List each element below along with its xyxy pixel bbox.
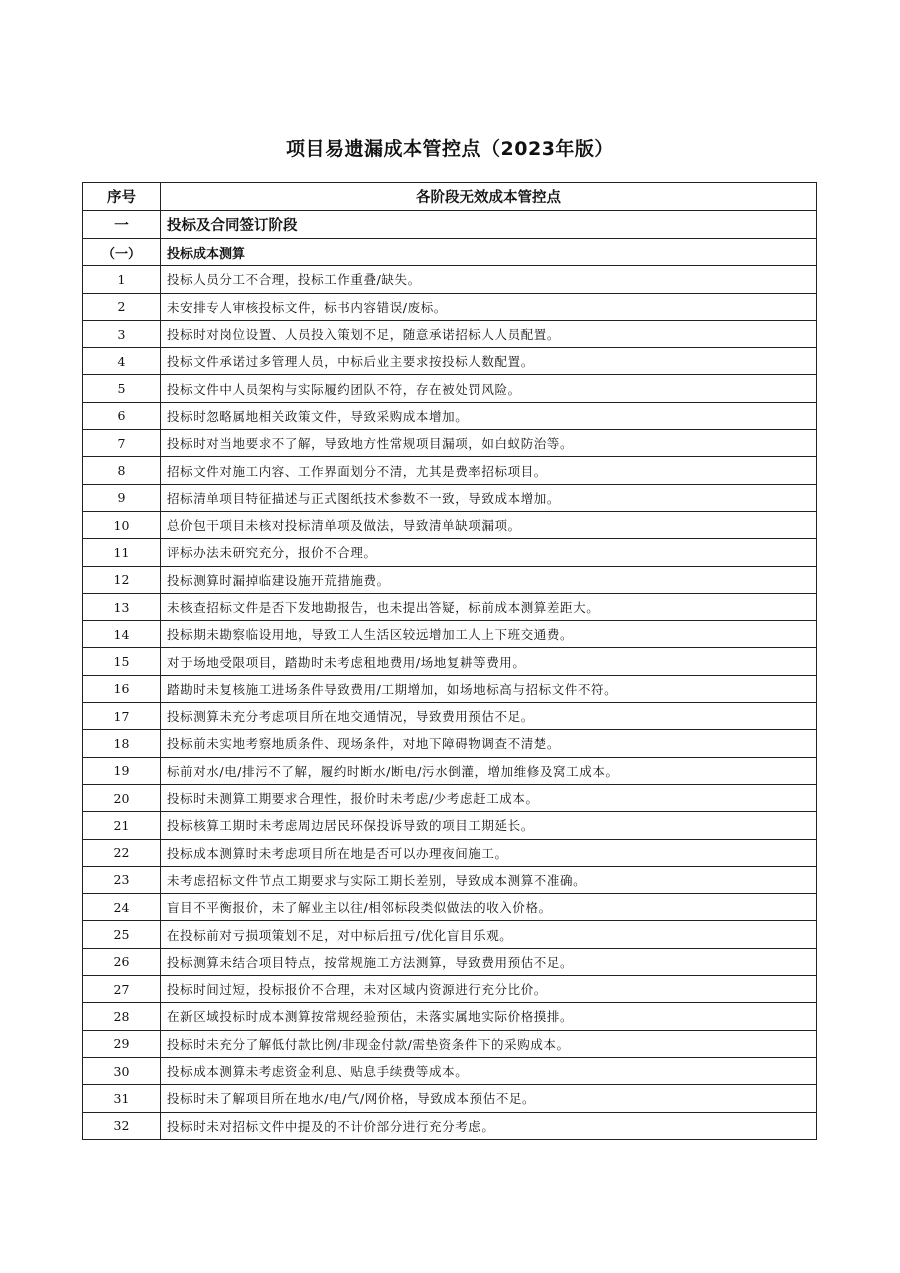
table-row: [83, 648, 817, 675]
table-row: [83, 866, 817, 893]
row-number: 29: [83, 1030, 161, 1057]
row-number: 26: [83, 948, 161, 975]
row-number: 22: [83, 839, 161, 866]
section-row: [83, 239, 817, 266]
table-row: [83, 484, 817, 511]
row-number: 5: [83, 375, 161, 402]
table-row: [83, 894, 817, 921]
table-row: [83, 402, 817, 429]
row-number: 6: [83, 402, 161, 429]
table-row: [83, 1112, 817, 1139]
row-number: 8: [83, 457, 161, 484]
row-text: 投标前未实地考察地质条件、现场条件，对地下障碍物调查不清楚。: [161, 730, 817, 757]
row-number: 24: [83, 894, 161, 921]
row-number: 10: [83, 511, 161, 538]
row-text: 盲目不平衡报价，未了解业主以往/相邻标段类似做法的收入价格。: [161, 894, 817, 921]
row-number: 20: [83, 784, 161, 811]
row-text: 对于场地受限项目，踏勘时未考虑租地费用/场地复耕等费用。: [161, 648, 817, 675]
stage-row: [83, 211, 817, 239]
table-row: [83, 593, 817, 620]
section-number: （一）: [83, 239, 161, 266]
table-row: [83, 948, 817, 975]
row-number: 28: [83, 1003, 161, 1030]
section-label: 投标成本测算: [161, 239, 817, 266]
row-text: 投标期未勘察临设用地，导致工人生活区较远增加工人上下班交通费。: [161, 621, 817, 648]
table-row: [83, 675, 817, 702]
table-row: [83, 1085, 817, 1112]
row-number: 1: [83, 266, 161, 293]
row-number: 27: [83, 976, 161, 1003]
row-number: 23: [83, 866, 161, 893]
row-number: 2: [83, 293, 161, 320]
table-row: [83, 1003, 817, 1030]
row-text: 评标办法未研究充分，报价不合理。: [161, 539, 817, 566]
table-header-row: [83, 183, 817, 211]
row-text: 未核查招标文件是否下发地勘报告，也未提出答疑，标前成本测算差距大。: [161, 593, 817, 620]
table-row: [83, 730, 817, 757]
table-row: [83, 757, 817, 784]
row-number: 3: [83, 320, 161, 347]
row-text: 标前对水/电/排污不了解，履约时断水/断电/污水倒灌，增加维修及窝工成本。: [161, 757, 817, 784]
row-text: 投标成本测算未考虑资金利息、贴息手续费等成本。: [161, 1057, 817, 1084]
row-number: 4: [83, 348, 161, 375]
table-row: [83, 457, 817, 484]
header-serial-number: 序号: [83, 183, 161, 211]
table-row: [83, 375, 817, 402]
row-text: 投标文件承诺过多管理人员，中标后业主要求按投标人数配置。: [161, 348, 817, 375]
row-number: 15: [83, 648, 161, 675]
row-number: 13: [83, 593, 161, 620]
table-row: [83, 839, 817, 866]
row-number: 11: [83, 539, 161, 566]
table-row: [83, 921, 817, 948]
header-control-points: 各阶段无效成本管控点: [161, 183, 817, 211]
row-text: 投标文件中人员架构与实际履约团队不符，存在被处罚风险。: [161, 375, 817, 402]
row-text: 投标测算未充分考虑项目所在地交通情况，导致费用预估不足。: [161, 703, 817, 730]
table-row: [83, 566, 817, 593]
row-text: 招标清单项目特征描述与正式图纸技术参数不一致，导致成本增加。: [161, 484, 817, 511]
row-text: 总价包干项目未核对投标清单项及做法，导致清单缺项漏项。: [161, 511, 817, 538]
table-row: [83, 539, 817, 566]
table-row: [83, 1030, 817, 1057]
row-text: 投标时未充分了解低付款比例/非现金付款/需垫资条件下的采购成本。: [161, 1030, 817, 1057]
table-row: [83, 784, 817, 811]
row-text: 投标时对当地要求不了解，导致地方性常规项目漏项，如白蚁防治等。: [161, 430, 817, 457]
table-row: [83, 812, 817, 839]
row-number: 16: [83, 675, 161, 702]
page-title: 项目易遗漏成本管控点（2023年版）: [286, 138, 614, 160]
table-row: [83, 320, 817, 347]
table-row: [83, 348, 817, 375]
row-number: 18: [83, 730, 161, 757]
row-text: 投标时未对招标文件中提及的不计价部分进行充分考虑。: [161, 1112, 817, 1139]
row-text: 招标文件对施工内容、工作界面划分不清，尤其是费率招标项目。: [161, 457, 817, 484]
row-text: 投标时未测算工期要求合理性，报价时未考虑/少考虑赶工成本。: [161, 784, 817, 811]
row-text: 投标核算工期时未考虑周边居民环保投诉导致的项目工期延长。: [161, 812, 817, 839]
table-row: [83, 1057, 817, 1084]
row-number: 7: [83, 430, 161, 457]
stage-label: 投标及合同签订阶段: [161, 211, 817, 239]
row-text: 投标测算未结合项目特点，按常规施工方法测算，导致费用预估不足。: [161, 948, 817, 975]
row-text: 未安排专人审核投标文件，标书内容错误/废标。: [161, 293, 817, 320]
row-number: 12: [83, 566, 161, 593]
row-number: 14: [83, 621, 161, 648]
row-number: 25: [83, 921, 161, 948]
row-text: 投标人员分工不合理，投标工作重叠/缺失。: [161, 266, 817, 293]
row-number: 9: [83, 484, 161, 511]
table-row: [83, 266, 817, 293]
row-text: 投标成本测算时未考虑项目所在地是否可以办理夜间施工。: [161, 839, 817, 866]
row-number: 32: [83, 1112, 161, 1139]
table-row: [83, 430, 817, 457]
row-text: 未考虑招标文件节点工期要求与实际工期长差别，导致成本测算不准确。: [161, 866, 817, 893]
row-number: 17: [83, 703, 161, 730]
table-row: [83, 293, 817, 320]
row-number: 31: [83, 1085, 161, 1112]
row-number: 19: [83, 757, 161, 784]
row-text: 踏勘时未复核施工进场条件导致费用/工期增加，如场地标高与招标文件不符。: [161, 675, 817, 702]
row-text: 投标时对岗位设置、人员投入策划不足，随意承诺招标人人员配置。: [161, 320, 817, 347]
row-text: 在投标前对亏损项策划不足，对中标后扭亏/优化盲目乐观。: [161, 921, 817, 948]
row-number: 21: [83, 812, 161, 839]
row-text: 投标时忽略属地相关政策文件，导致采购成本增加。: [161, 402, 817, 429]
row-text: 投标时间过短，投标报价不合理，未对区域内资源进行充分比价。: [161, 976, 817, 1003]
cost-control-table: [82, 182, 817, 1140]
table-row: [83, 703, 817, 730]
row-number: 30: [83, 1057, 161, 1084]
row-text: 投标时未了解项目所在地水/电/气/网价格，导致成本预估不足。: [161, 1085, 817, 1112]
table-row: [83, 621, 817, 648]
table-row: [83, 511, 817, 538]
stage-number: 一: [83, 211, 161, 239]
row-text: 投标测算时漏掉临建设施开荒措施费。: [161, 566, 817, 593]
row-text: 在新区域投标时成本测算按常规经验预估，未落实属地实际价格摸排。: [161, 1003, 817, 1030]
table-row: [83, 976, 817, 1003]
